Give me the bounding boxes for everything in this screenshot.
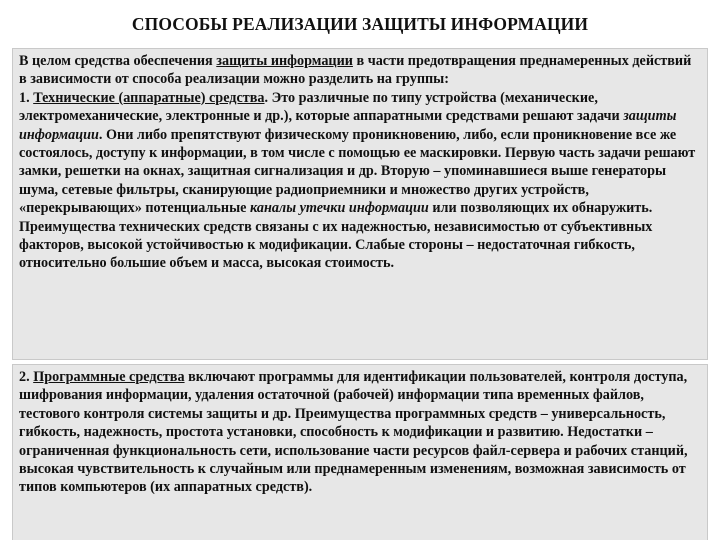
text-block-software — [12, 364, 708, 540]
software-text: включают программы для идентификации пользователей, контроля доступа, шифрования информации, удаления остаточной (рабочей) информации типа временных файлов, тестового контроля системы защиты и др. Преимущества программных средств – универсальность, гибкость, надежность, простота установки, способность к модификации и развитию. Недостатки – ограниченная функциональность сети, использование части ресурсов файл-сервера и рабочих станций, высокая чувствительность к случайным или преднамеренным изменениям, возможная зависимость от типов компьютеров (их аппаратных средств). — [19, 369, 688, 496]
italic-term-leak-channels: каналы утечки информации — [250, 200, 429, 217]
item-number: 1. — [19, 89, 34, 106]
technical-means-term: Технические (аппаратные) средства — [33, 89, 265, 106]
page-title: СПОСОБЫ РЕАЛИЗАЦИИ ЗАЩИТЫ ИНФОРМАЦИИ — [131, 14, 589, 34]
intro-text-start: В целом средства обеспечения — [19, 53, 217, 69]
text-block-technical — [12, 48, 708, 360]
technical-means-paragraph — [19, 89, 701, 273]
software-means-term: Программные средства — [33, 369, 185, 385]
technical-text-a: . Это различные по типу устройства (механические, электромеханические, электронные и др.), которые аппаратными средствами решают задачи — [19, 89, 624, 125]
intro-text-end: в части предотвращения преднамеренных действий в зависимости от способа реализации можно разделить на группы: — [19, 53, 692, 88]
technical-text-b: . Они либо препятствуют физическому проникновению, либо, если проникновение все же состоялось, доступу к информации, в том числе с помощью ее маскировки. Первую часть задачи решают замки, решетки на окнах, защитная сигнализация и др. Вторую – упоминавшиеся выше генераторы шума, сетевые фильтры, сканирующие радиоприемники и множество других устройств, «перекрывающих» потенциальные — [19, 126, 696, 217]
item-number: 2. — [19, 369, 34, 385]
intro-underlined-term: защиты информации — [216, 53, 353, 69]
intro-paragraph — [19, 52, 701, 89]
software-means-paragraph — [19, 368, 701, 497]
italic-term-protection: защиты информации — [19, 108, 677, 143]
technical-text-c: или позволяющих их обнаружить. Преимущества технических средств связаны с их надежностью, независимостью от субъективных факторов, высокой устойчивостью к модификации. Слабые стороны – недостаточная гибкость, относительно большие объем и масса, высокая стоимость. — [19, 200, 653, 272]
